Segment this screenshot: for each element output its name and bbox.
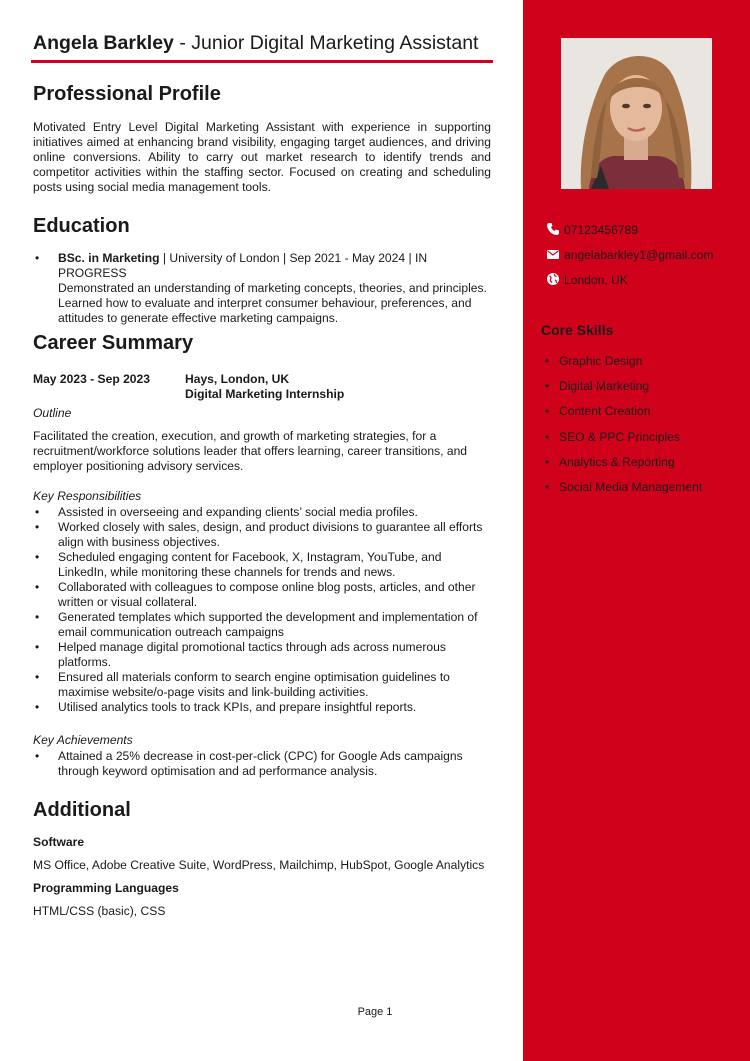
software-label: Software: [33, 835, 85, 849]
list-item: • Collaborated with colleagues to compose online blog posts, articles, and other written or visual collateral.: [33, 580, 493, 610]
list-item: • Generated templates which supported the development and implementation of email communication outreach campaigns: [33, 610, 493, 640]
education-list: [33, 251, 493, 326]
list-item: • Helped manage digital promotional tactics through ads across numerous platforms.: [33, 640, 493, 670]
outline-text: Facilitated the creation, execution, and growth of marketing strategies, for a recruitment/workforce solutions leader that offers learning, career transitions, and employer positioning advisory services.: [33, 429, 468, 473]
degree-details: | University of London | Sep 2021 - May 2024 | IN PROGRESS: [58, 251, 428, 280]
candidate-name: Angela Barkley: [33, 32, 174, 54]
list-item: • Scheduled engaging content for Facebook, X, Instagram, YouTube, and LinkedIn, while monitoring these channels for trends and news.: [33, 550, 493, 580]
list-item: • Ensured all materials conform to search engine optimisation guidelines to maximise website/o-page visits and link-building activities.: [33, 670, 493, 700]
additional-heading: Additional: [33, 799, 131, 821]
job-employer: Hays, London, UK: [185, 372, 290, 386]
page-number: Page 1: [357, 1006, 393, 1018]
contact-phone[interactable]: [546, 222, 638, 238]
title-separator: -: [173, 32, 192, 54]
languages-label: Programming Languages: [33, 881, 179, 895]
header-divider: [31, 60, 493, 63]
globe-icon: [546, 272, 560, 286]
list-item: • Utilised analytics tools to track KPIs, and prepare insightful reports.: [33, 700, 493, 715]
phone-icon: [546, 222, 560, 236]
job-title: Digital Marketing Internship: [185, 387, 345, 401]
achievements-label: Key Achievements: [33, 733, 133, 747]
skill-item: • Content Creation: [541, 404, 702, 429]
contact-location: [546, 272, 628, 288]
skill-item: • Analytics & Reporting: [541, 455, 702, 480]
outline-label: Outline: [33, 406, 72, 420]
software-text: MS Office, Adobe Creative Suite, WordPress, Mailchimp, HubSpot, Google Analytics: [33, 858, 485, 872]
profile-photo: [561, 38, 712, 189]
job-dates: May 2023 - Sep 2023: [33, 372, 150, 386]
list-item: • Attained a 25% decrease in cost-per-click (CPC) for Google Ads campaigns through keyword optimisation and ad performance analysis.: [33, 749, 493, 779]
profile-text: Motivated Entry Level Digital Marketing Assistant with experience in supporting initiatives aimed at enhancing brand visibility, engaging target audiences, and driving online conversions. Ability to carry out market research to identify trends and competitor activities within the staffing sector. Focused on creating and scheduling posts using social media management tools.: [33, 120, 491, 194]
responsibilities-list: [33, 505, 493, 715]
portrait-illustration: [561, 38, 712, 189]
list-item: • Worked closely with sales, design, and product divisions to guarantee all efforts align with business objectives.: [33, 520, 493, 550]
skill-item: • Social Media Management: [541, 480, 702, 505]
list-item: • Assisted in overseeing and expanding clients’ social media profiles.: [33, 505, 493, 520]
skill-item: • SEO & PPC Principles: [541, 430, 702, 455]
degree-name: BSc. in Marketing: [58, 251, 160, 265]
skill-item: • Graphic Design: [541, 354, 702, 379]
phone-number: 07123456789: [564, 223, 638, 237]
contact-email[interactable]: [546, 247, 713, 263]
core-skills-heading: Core Skills: [541, 322, 614, 338]
languages-text: HTML/CSS (basic), CSS: [33, 904, 166, 918]
candidate-role: Junior Digital Marketing Assistant: [191, 32, 479, 54]
skill-item: • Digital Marketing: [541, 379, 702, 404]
location-text: London, UK: [564, 273, 628, 287]
achievements-list: [33, 749, 493, 779]
email-address: angelabarkley1@gmail.com: [564, 248, 714, 262]
education-item: [33, 251, 493, 326]
core-skills-list: [541, 354, 702, 505]
career-heading: Career Summary: [33, 332, 194, 354]
profile-heading: Professional Profile: [33, 83, 221, 105]
education-heading: Education: [33, 215, 130, 237]
degree-description: Demonstrated an understanding of marketing concepts, theories, and principles. Learned how to evaluate and interpret consumer behaviour, preferences, and attitudes to generate effective marketing campaigns.: [58, 281, 487, 325]
envelope-icon: [546, 247, 560, 261]
page-title: [33, 32, 493, 55]
responsibilities-label: Key Responsibilities: [33, 489, 142, 503]
